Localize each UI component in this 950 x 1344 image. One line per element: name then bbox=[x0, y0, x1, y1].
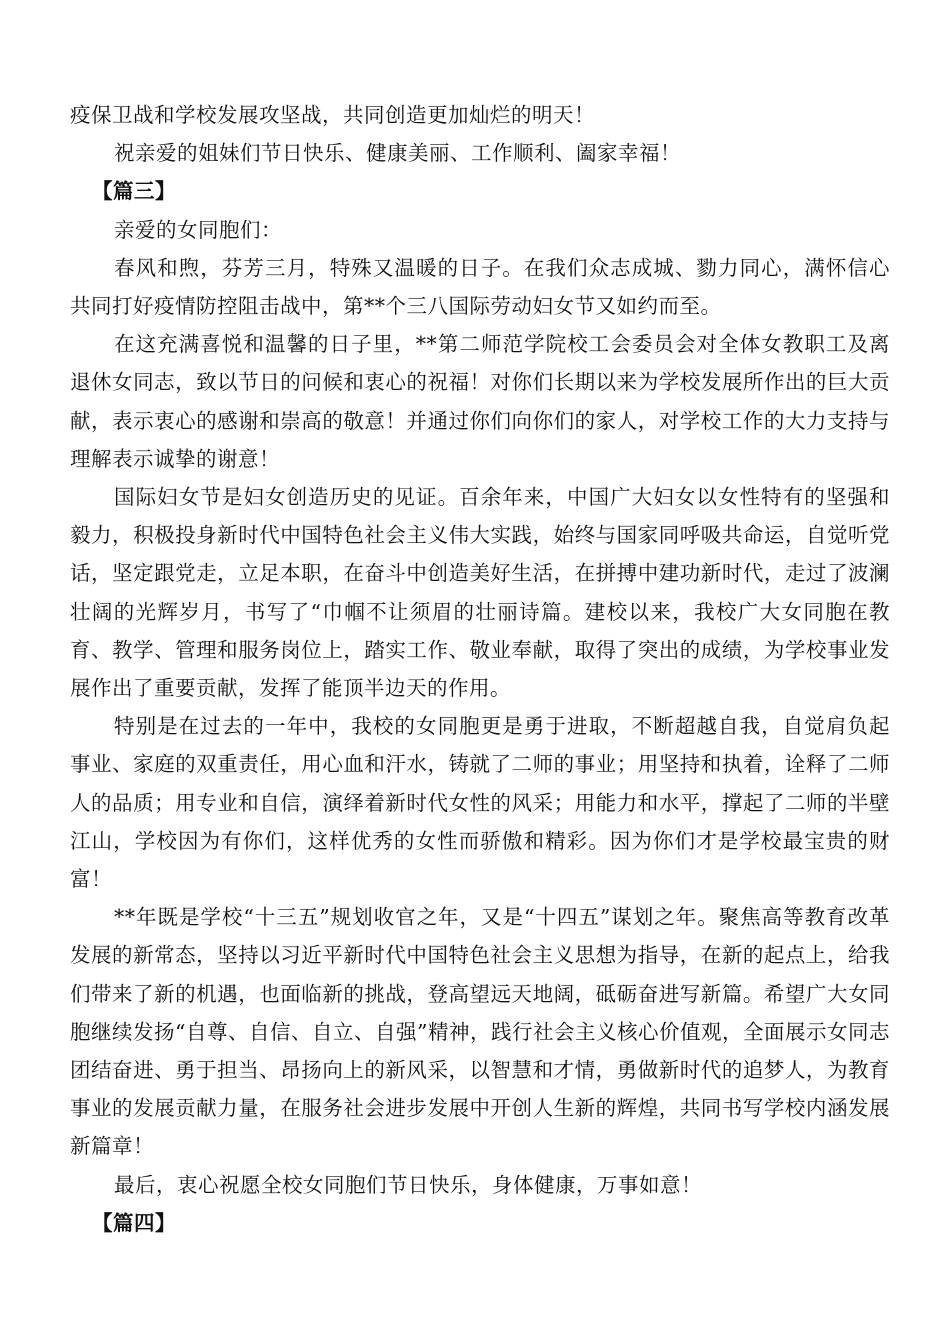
paragraph-history: 国际妇女节是妇女创造历史的见证。百余年来，中国广大妇女以女性特有的坚强和毅力，积极投身新时代中国特色社会主义伟大实践，始终与国家同呼吸共命运，自觉听党话，坚定跟党走，立足本职，在奋斗中创造美好生活，在拼搏中建功新时代，走过了波澜壮阔的光辉岁月，书写了“巾帼不让须眉的壮丽诗篇。建校以来，我校广大女同胞在教育、教学、管理和服务岗位上，踏实工作、敬业奉献，取得了突出的成绩，为学校事业发展作出了重要贡献，发挥了能顶半边天的作用。 bbox=[70, 485, 890, 701]
document-body bbox=[70, 96, 890, 1242]
paragraph-greetings: 在这充满喜悦和温馨的日子里，**第二师范学院校工会委员会对全体女教职工及离退休女同志，致以节日的问候和衷心的祝福！对你们长期以来为学校发展所作出的巨大贡献，表示衷心的感谢和崇高的敬意！并通过你们向你们的家人，对学校工作的大力支持与理解表示诚挚的谢意！ bbox=[70, 332, 890, 471]
section-heading-part-three: 【篇三】 bbox=[92, 179, 176, 204]
section-heading-part-four: 【篇四】 bbox=[92, 1210, 176, 1235]
paragraph-salutation: 亲爱的女同胞们： bbox=[114, 217, 282, 242]
paragraph-spring: 春风和煦，芬芳三月，特殊又温暖的日子。在我们众志成城、勠力同心，满怀信心共同打好疫情防控阻击战中，第**个三八国际劳动妇女节又如约而至。 bbox=[70, 255, 890, 319]
paragraph-blessing: 祝亲爱的姐妹们节日快乐、健康美丽、工作顺利、阖家幸福！ bbox=[114, 141, 681, 166]
paragraph-continuation: 疫保卫战和学校发展攻坚战，共同创造更加灿烂的明天！ bbox=[70, 103, 595, 127]
paragraph-closing-wish: 最后，衷心祝愿全校女同胞们节日快乐，身体健康，万事如意！ bbox=[114, 1172, 702, 1197]
paragraph-plan: **年既是学校“十三五”规划收官之年，又是“十四五”谋划之年。聚焦高等教育改革发展的新常态，坚持以习近平新时代中国特色社会主义思想为指导，在新的起点上，给我们带来了新的机遇，也面临新的挑战，登高望远天地阔，砥砺奋进写新篇。希望广大女同胞继续发扬“自尊、自信、自立、自强”精神，践行社会主义核心价值观，全面展示女同志团结奋进、勇于担当、昂扬向上的新风采，以智慧和才情，勇做新时代的追梦人，为教育事业的发展贡献力量，在服务社会进步发展中开创人生新的辉煌，共同书写学校内涵发展新篇章！ bbox=[70, 905, 890, 1159]
paragraph-past-year: 特别是在过去的一年中，我校的女同胞更是勇于进取，不断超越自我，自觉肩负起事业、家庭的双重责任，用心血和汗水，铸就了二师的事业；用坚持和执着，诠释了二师人的品质；用专业和自信，演绎着新时代女性的风采；用能力和水平，撑起了二师的半壁江山，学校因为有你们，这样优秀的女性而骄傲和精彩。因为你们才是学校最宝贵的财富！ bbox=[70, 714, 890, 892]
